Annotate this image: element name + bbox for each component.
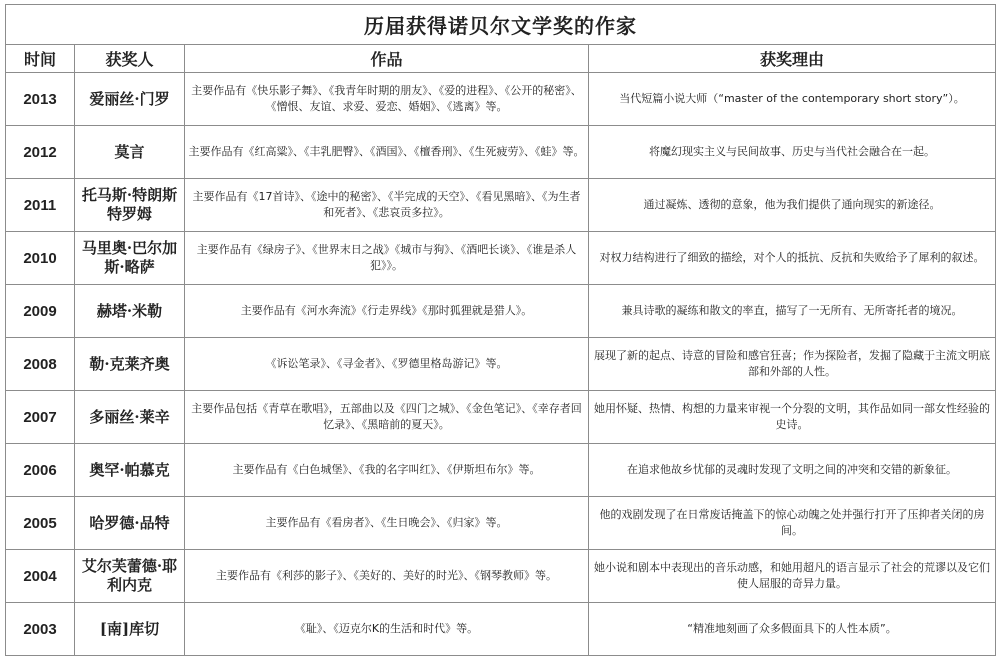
reason-cell[interactable]: “精准地刻画了众多假面具下的人性本质”。 (589, 603, 996, 656)
reason-cell[interactable]: 兼具诗歌的凝练和散文的率直，描写了一无所有、无所寄托者的境况。 (589, 285, 996, 338)
table-row (6, 285, 996, 338)
works-cell[interactable]: 《诉讼笔录》、《寻金者》、《罗德里格岛游记》等。 (185, 338, 589, 391)
reason-cell[interactable]: 展现了新的起点、诗意的冒险和感官狂喜；作为探险者，发掘了隐藏于主流文明底部和外部的人性。 (589, 338, 996, 391)
reason-cell[interactable]: 在追求他故乡忧郁的灵魂时发现了文明之间的冲突和交错的新象征。 (589, 444, 996, 497)
winner-cell[interactable]: 马里奥·巴尔加斯·略萨 (75, 232, 185, 285)
winner-cell[interactable]: [南]库切 (75, 603, 185, 656)
year-cell[interactable]: 2007 (6, 391, 75, 444)
year-cell[interactable]: 2008 (6, 338, 75, 391)
header-winner: 获奖人 (75, 45, 185, 73)
table-body (6, 73, 996, 656)
year-cell[interactable]: 2010 (6, 232, 75, 285)
winner-cell[interactable]: 勒·克莱齐奥 (75, 338, 185, 391)
reason-cell[interactable]: 对权力结构进行了细致的描绘，对个人的抵抗、反抗和失败给予了犀利的叙述。 (589, 232, 996, 285)
year-cell[interactable]: 2012 (6, 126, 75, 179)
works-cell[interactable]: 主要作品包括《青草在歌唱》，五部曲以及《四门之城》、《金色笔记》、《幸存者回忆录》、《黑暗前的夏天》。 (185, 391, 589, 444)
table-row (6, 444, 996, 497)
works-cell[interactable]: 主要作品有《17首诗》、《途中的秘密》、《半完成的天空》、《看见黑暗》、《为生者和死者》、《悲哀贡多拉》。 (185, 179, 589, 232)
reason-cell[interactable]: 当代短篇小说大师（“master of the contemporary short story”）。 (589, 73, 996, 126)
works-cell[interactable]: 主要作品有《利莎的影子》、《美好的、美好的时光》、《钢琴教师》等。 (185, 550, 589, 603)
winner-cell[interactable]: 艾尔芙蕾德·耶利内克 (75, 550, 185, 603)
winner-cell[interactable]: 奥罕·帕慕克 (75, 444, 185, 497)
table-row (6, 497, 996, 550)
table-row (6, 73, 996, 126)
header-row (6, 45, 996, 73)
works-cell[interactable]: 主要作品有《白色城堡》、《我的名字叫红》、《伊斯坦布尔》等。 (185, 444, 589, 497)
reason-cell[interactable]: 通过凝炼、透彻的意象，他为我们提供了通向现实的新途径。 (589, 179, 996, 232)
table-row (6, 603, 996, 656)
year-cell[interactable]: 2004 (6, 550, 75, 603)
table-row (6, 338, 996, 391)
year-cell[interactable]: 2011 (6, 179, 75, 232)
nobel-literature-table (5, 4, 996, 656)
year-cell[interactable]: 2009 (6, 285, 75, 338)
header-year: 时间 (6, 45, 75, 73)
works-cell[interactable]: 主要作品有《快乐影子舞》、《我青年时期的朋友》、《爱的进程》、《公开的秘密》、《憎恨、友谊、求爱、爱恋、婚姻》、《逃离》等。 (185, 73, 589, 126)
table-row (6, 232, 996, 285)
table-row (6, 391, 996, 444)
winner-cell[interactable]: 莫言 (75, 126, 185, 179)
works-cell[interactable]: 主要作品有《红高粱》、《丰乳肥臀》、《酒国》、《檀香刑》、《生死疲劳》、《蛙》等。 (185, 126, 589, 179)
reason-cell[interactable]: 她小说和剧本中表现出的音乐动感，和她用超凡的语言显示了社会的荒谬以及它们使人屈服的奇异力量。 (589, 550, 996, 603)
table-title: 历届获得诺贝尔文学奖的作家 (6, 5, 996, 45)
table-row (6, 550, 996, 603)
year-cell[interactable]: 2005 (6, 497, 75, 550)
table-row (6, 126, 996, 179)
winner-cell[interactable]: 多丽丝·莱辛 (75, 391, 185, 444)
works-cell[interactable]: 《耻》、《迈克尔K的生活和时代》等。 (185, 603, 589, 656)
works-cell[interactable]: 主要作品有《看房者》、《生日晚会》、《归家》等。 (185, 497, 589, 550)
reason-cell[interactable]: 他的戏剧发现了在日常废话掩盖下的惊心动魄之处并强行打开了压抑者关闭的房间。 (589, 497, 996, 550)
works-cell[interactable]: 主要作品有《河水奔流》《行走界线》《那时狐狸就是猎人》。 (185, 285, 589, 338)
year-cell[interactable]: 2006 (6, 444, 75, 497)
year-cell[interactable]: 2003 (6, 603, 75, 656)
winner-cell[interactable]: 爱丽丝·门罗 (75, 73, 185, 126)
winner-cell[interactable]: 赫塔·米勒 (75, 285, 185, 338)
reason-cell[interactable]: 将魔幻现实主义与民间故事、历史与当代社会融合在一起。 (589, 126, 996, 179)
header-reason: 获奖理由 (589, 45, 996, 73)
reason-cell[interactable]: 她用怀疑、热情、构想的力量来审视一个分裂的文明，其作品如同一部女性经验的史诗。 (589, 391, 996, 444)
header-works: 作品 (185, 45, 589, 73)
works-cell[interactable]: 主要作品有《绿房子》、《世界末日之战》《城市与狗》、《酒吧长谈》、《谁是杀人犯》》。 (185, 232, 589, 285)
winner-cell[interactable]: 托马斯·特朗斯特罗姆 (75, 179, 185, 232)
winner-cell[interactable]: 哈罗德·品特 (75, 497, 185, 550)
table-row (6, 179, 996, 232)
year-cell[interactable]: 2013 (6, 73, 75, 126)
